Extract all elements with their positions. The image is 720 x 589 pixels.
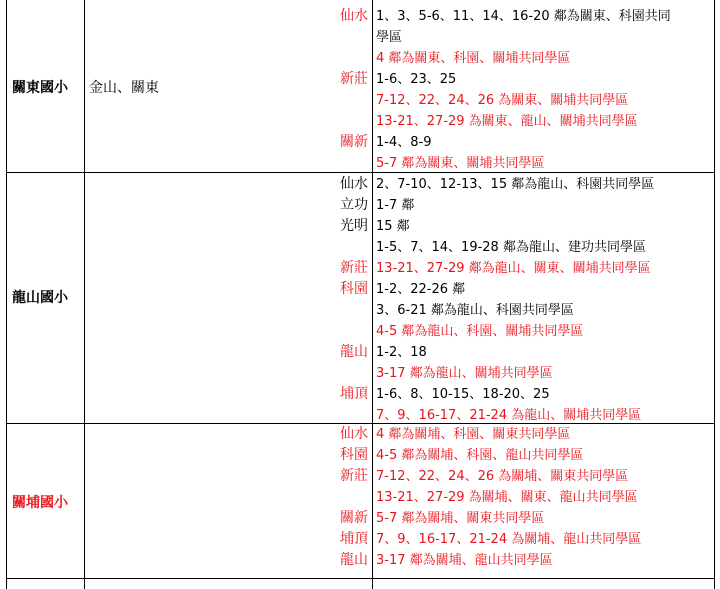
village-line: [330, 111, 714, 132]
village-line: [330, 258, 714, 279]
village-description: 1-2、22-26 鄰: [376, 282, 466, 297]
village-description: 4 鄰為關東、科園、關埔共同學區: [376, 51, 571, 66]
village-description: 13-21、27-29 鄰為龍山、關東、關埔共同學區: [376, 261, 651, 276]
village-line: [330, 529, 714, 550]
village-description: 7-12、22、24、26 為關埔、關東共同學區: [376, 469, 629, 484]
village-description: 1-4、8-9: [376, 135, 432, 150]
village-line: [330, 132, 714, 153]
village-description: 1-2、18: [376, 345, 427, 360]
village-description: 1、3、5-6、11、14、16-20 鄰為關東、科園共同: [376, 9, 671, 24]
village-description: 13-21、27-29 為關埔、關東、龍山共同學區: [376, 490, 638, 505]
village-name: 科園: [340, 281, 368, 297]
village-description: 1-6、8、10-15、18-20、25: [376, 387, 550, 402]
village-line: [330, 445, 714, 466]
village-line: [330, 174, 714, 195]
village-line: [330, 69, 714, 90]
village-name: 新莊: [340, 260, 368, 276]
village-description: 3-17 鄰為關埔、龍山共同學區: [376, 553, 553, 568]
area-cell: 金山、關東: [89, 80, 159, 96]
village-line: [330, 90, 714, 111]
village-description: 1-7 鄰: [376, 198, 415, 213]
village-name: 仙水: [340, 176, 368, 192]
village-line: [330, 237, 714, 258]
village-description: 4-5 鄰為龍山、科園、關埔共同學區: [376, 324, 584, 339]
village-name: 新莊: [340, 71, 368, 87]
village-line: [330, 48, 714, 69]
village-name: 埔頂: [340, 386, 368, 402]
school-name-cell: 龍山國小: [12, 290, 68, 306]
village-name: 新莊: [340, 468, 368, 484]
village-name: 埔頂: [340, 531, 368, 547]
column-divider-school: [84, 0, 85, 589]
table-border-right: [714, 0, 715, 589]
village-name: 關新: [340, 134, 368, 150]
village-name: 仙水: [340, 426, 368, 442]
village-line: [330, 195, 714, 216]
village-line: [330, 384, 714, 405]
school-name-cell: 關埔國小: [12, 495, 68, 511]
table-border-left: [6, 0, 7, 589]
village-line: [330, 363, 714, 384]
village-line: [330, 6, 714, 27]
village-line: [330, 508, 714, 529]
village-description: 學區: [376, 30, 403, 45]
village-name: 光明: [340, 218, 368, 234]
village-line: [330, 321, 714, 342]
village-description: 1-6、23、25: [376, 72, 457, 87]
village-line: [330, 487, 714, 508]
village-description: 7、9、16-17、21-24 為關埔、龍山共同學區: [376, 532, 642, 547]
village-description: 7-12、22、24、26 為關東、關埔共同學區: [376, 93, 629, 108]
village-line: [330, 300, 714, 321]
village-line: [330, 424, 714, 445]
village-line: [330, 279, 714, 300]
village-name: 龍山: [340, 344, 368, 360]
village-line: [330, 405, 714, 426]
village-line: [330, 216, 714, 237]
village-line: [330, 466, 714, 487]
village-line: [330, 153, 714, 174]
village-description: 1-5、7、14、19-28 鄰為龍山、建功共同學區: [376, 240, 646, 255]
village-name: 龍山: [340, 552, 368, 568]
village-description: 4 鄰為關埔、科園、關東共同學區: [376, 427, 571, 442]
village-name: 關新: [340, 510, 368, 526]
village-name: 仙水: [340, 8, 368, 24]
village-description: 3-17 鄰為龍山、關埔共同學區: [376, 366, 553, 381]
village-description: 7、9、16-17、21-24 為龍山、關埔共同學區: [376, 408, 642, 423]
village-description: 13-21、27-29 為關東、龍山、關埔共同學區: [376, 114, 638, 129]
village-description: 2、7-10、12-13、15 鄰為龍山、科園共同學區: [376, 177, 655, 192]
village-description: 5-7 鄰為關埔、關東共同學區: [376, 511, 545, 526]
village-name: 科園: [340, 447, 368, 463]
school-name-cell: 關東國小: [12, 80, 68, 96]
village-line: [330, 342, 714, 363]
village-description: 15 鄰: [376, 219, 410, 234]
village-name: 立功: [340, 197, 368, 213]
row-divider-3: [6, 578, 715, 579]
village-description: 3、6-21 鄰為龍山、科園共同學區: [376, 303, 574, 318]
village-description: 5-7 鄰為關東、關埔共同學區: [376, 156, 545, 171]
village-description: 4-5 鄰為關埔、科園、龍山共同學區: [376, 448, 584, 463]
village-line: [330, 550, 714, 571]
village-line: [330, 27, 714, 48]
